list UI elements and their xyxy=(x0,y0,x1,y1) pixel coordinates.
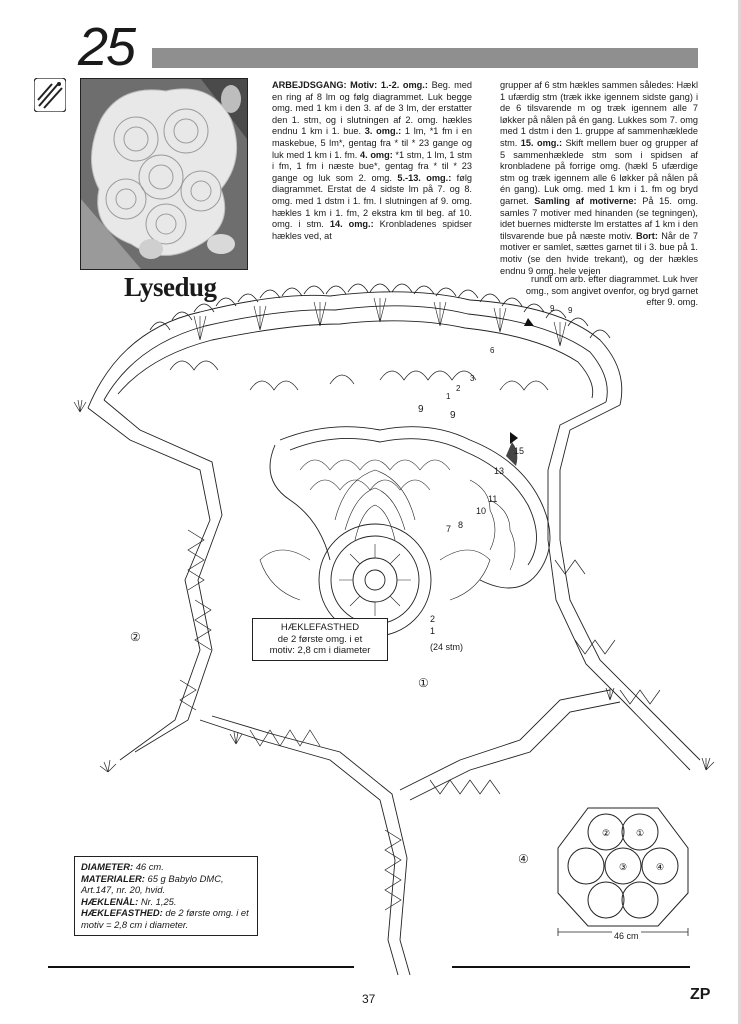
instructions-column-2: grupper af 6 stm hækles sammen således: Hækl 1 ufærdig stm (træk ikke igennem sidste gang) i de 6 tilsvarende m og træk igennem alle 7 løkker på nålen på én gang. Lukkes som 7. omg med 1 dstm i den 1. gruppe af sammenhæklede stm. 15. omg.: Skift mellem buer og grupper af 5 sammenhæklede stm som i spidsen af kronbladene på forrige omg. (hækl 5 ufærdige stm og træk igennem alle 6 løkker på nålen på én gang). Luk omg. med 1 km i 1. fm og bryd garnet. Samling af motiverne: På 15. omg. samles 7 motiver med hinanden (se tegningen), idet buernes midterste lm erstattes af 1 km i den tilsvarende bue på næste motiv. Bort: Når de 7 motiver er samlet, sættes garnet til i 3. bue på 1. motiv (se den hvide trekant), og der hækles endnu 9 omg. hele vejen xyxy=(500,80,699,276)
layout-circle-label: ③ xyxy=(619,862,628,872)
bottom-rule-left xyxy=(48,966,354,968)
layout-circle-label: ④ xyxy=(656,862,665,872)
layout-circle-label: ② xyxy=(602,828,611,838)
round-label-8: 8 xyxy=(458,520,464,530)
round-label-9a: 9 xyxy=(418,404,424,415)
gauge-box-line: de 2 første omg. i et xyxy=(277,633,363,645)
round-label-11: 11 xyxy=(488,494,498,504)
stitch-count-label: (24 stm) xyxy=(430,642,464,652)
round-label-9c: 9 xyxy=(550,304,555,313)
motif-label-2: ② xyxy=(130,630,141,644)
pattern-number: 25 xyxy=(78,17,135,77)
page-number: 37 xyxy=(362,992,376,1006)
round-label-13: 13 xyxy=(494,466,505,476)
pattern-title: Lysedug xyxy=(124,272,217,302)
round-label-7: 7 xyxy=(446,524,452,534)
round-label-1: 1 xyxy=(430,626,436,636)
border-label-9: 9 xyxy=(568,306,573,315)
motif-layout-diagram xyxy=(548,798,698,943)
border-label-1: 1 xyxy=(446,392,451,401)
layout-circle-label: ① xyxy=(636,828,645,838)
bottom-rule-right xyxy=(452,966,690,968)
round-label-15: 15 xyxy=(514,446,525,456)
border-label-6: 6 xyxy=(490,346,495,355)
layout-width-label: 46 cm xyxy=(614,931,639,941)
motif-label-4: ④ xyxy=(518,852,529,866)
watermark: ZP xyxy=(690,986,711,1003)
gauge-box-title: HÆKLEFASTHED xyxy=(280,622,360,633)
border-label-3: 3 xyxy=(470,374,475,383)
materials-box: DIAMETER: 46 cm. MATERIALER: 65 g Babylo DMC, Art.147, nr. 20, hvid. HÆKLENÅL: Nr. 1,25. HÆKLEFASTHED: de 2 første omg. i et motiv = 2,8 cm i diameter. xyxy=(74,856,258,936)
round-label-9b: 9 xyxy=(450,410,456,421)
round-label-10: 10 xyxy=(476,506,487,516)
round-label-2: 2 xyxy=(430,614,436,624)
border-label-2: 2 xyxy=(456,384,461,393)
motif-label-1: ① xyxy=(418,676,429,690)
instructions-column-1: ARBEJDSGANG: Motiv: 1.-2. omg.: Beg. med en ring af 8 lm og følg diagrammet. Luk begge omg. med 1 km i den 3. af de 3 lm, der erstatter den 1. stm, og i slutningen af 2. omg. hækles endnu 1 km i 1. bue. 3. omg.: 1 lm, *1 fm i en maskebue, 5 lm*, gentag fra * til * 23 gange og luk med 1 km i 1. fm. 4. omg: *1 stm, 1 lm, 1 stm i fm, 1 fm i næste bue*, gentag fra * til * 23 gange og luk som 2. omg. 5.-13. omg.: følg diagrammet. Erstat de 4 sidste lm på 7. og 8. omg. med 1 dstm i 1. fm. I slutningen af 9. omg. hækles 1 km i 1. fm, 2 ekstra km til beg. af 10. omg. i stm. 14. omg.: Kronbladenes spidser hækles ved, at xyxy=(272,80,472,241)
gauge-box-line: motiv: 2,8 cm i diameter xyxy=(269,645,371,656)
instructions-column-2-tail: rundt om arb. efter diagrammet. Luk hver omg., som angivet ovenfor, og bryd garnet efter 9. omg. xyxy=(525,274,698,308)
gauge-box xyxy=(252,618,388,661)
